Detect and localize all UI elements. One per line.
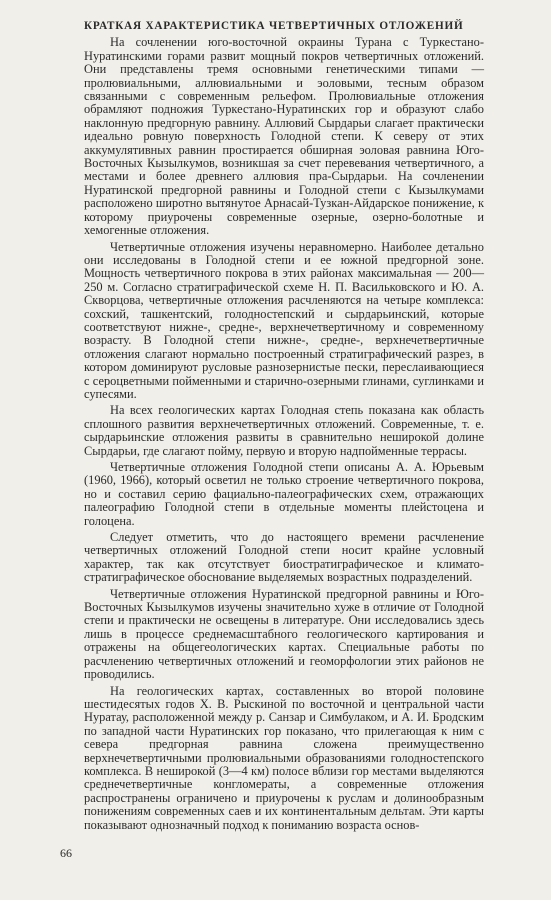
paragraph-2: Четвертичные отложения изучены неравномерно. Наиболее детально они исследованы в Голодной степи и ее южной предгорной зоне. Мощность четвертичного покрова в этих районах максимальная — 200—250 м. Согласно стратиграфической схеме Н. П. Васильковского и Ю. А. Скворцова, четвертичные отложения расчленяются на четыре комплекса: сохский, ташкентский, голодностепский и сырдарьинский, которые соответствуют нижне-, средне-, верхнечетвертичному и современному возрасту. В Голодной степи нижне-, средне-, верхнечетвертичные отложения слагают нормально построенный стратиграфический разрез, в котором доминируют русловые разнозернистые пески, переслаивающиеся с сероцветными пойменными и старично-озерными глинами, суглинками и супесями. [84,239,484,401]
page-number: 66 [60,846,72,860]
page-content [84,20,484,835]
paragraph-5: Следует отметить, что до настоящего времени расчленение четвертичных отложений Голодной степи носит крайне условный характер, так как отсутствует биостратиграфическое и климато-стратиграфическое обоснование выделяемых возрастных подразделений. [84,530,484,585]
paragraph-7: На геологических картах, составленных во второй половине шестидесятых годов Х. В. Рыскиной по восточной и центральной части Нуратау, расположенной между р. Санзар и Симбулаком, и А. И. Бродским по западной части Нуратинских гор показано, что прилегающая к ним с севера предгорная равнина сложена преимущественно верхнечетвертичными пролювиальными образованиями голодностепского комплекса. В неширокой (3—4 км) полосе вблизи гор местами выделяются среднечетвертичные конгломераты, а современные отложения распространены ограничено и приурочены к руслам и долинообразным понижениям современных саев и их континентальным дельтам. Эти карты показывают однозначный подход к пониманию возраста основ- [84,683,484,832]
section-heading: КРАТКАЯ ХАРАКТЕРИСТИКА ЧЕТВЕРТИЧНЫХ ОТЛОЖЕНИЙ [84,20,464,32]
paragraph-4: Четвертичные отложения Голодной степи описаны А. А. Юрьевым (1960, 1966), который осветил не только строение четвертичного покрова, но и составил серию фациально-палеографических схем, отражающих палеографию Голодной степи в отдельные моменты плейстоцена и голоцена. [84,460,484,528]
paragraph-6: Четвертичные отложения Нуратинской предгорной равнины и Юго-Восточных Кызылкумов изучены значительно хуже в отличие от Голодной степи и практически не освещены в литературе. Они исследовались здесь лишь в процессе среднемасштабного геологического картирования и отражены на общегеологических картах. Специальные работы по расчленению четвертичных отложений и геоморфологии этих районов не проводились. [84,586,484,682]
paragraph-3: На всех геологических картах Голодная степь показана как область сплошного развития верхнечетвертичных отложений. Современные, т. е. сырдарьинские отложения развиты в сравнительно неширокой долине Сырдарьи, где слагают пойму, первую и вторую надпойменные террасы. [84,403,484,458]
paragraph-1: На сочленении юго-восточной окраины Турана с Туркестано-Нуратинскими горами развит мощный покров четвертичных отложений. Они представлены тремя основными генетическими типами — пролювиальными, аллювиальными и эоловыми, тесным образом связанными с современным рельефом. Пролювиальные отложения обрамляют подножия Туркестано-Нуратинских гор и образуют слабо наклонную предгорную равнину. Аллювий Сырдарьи слагает практически идеально ровную поверхность Голодной степи. К северу от этих аккумулятивных равнин простирается обширная эоловая равнина Юго-Восточных Кызылкумов, возникшая за счет перевевания четвертичного, а местами и более древнего аллювия пра-Сырдарьи. На сочленении Нуратинской предгорной равнины и Голодной степи с Кызылкумами расположено широтно вытянутое Арнасай-Тузкан-Айдарское понижение, к которому приурочены современные озерные, озерно-болотные и хемогенные отложения. [84,35,484,238]
